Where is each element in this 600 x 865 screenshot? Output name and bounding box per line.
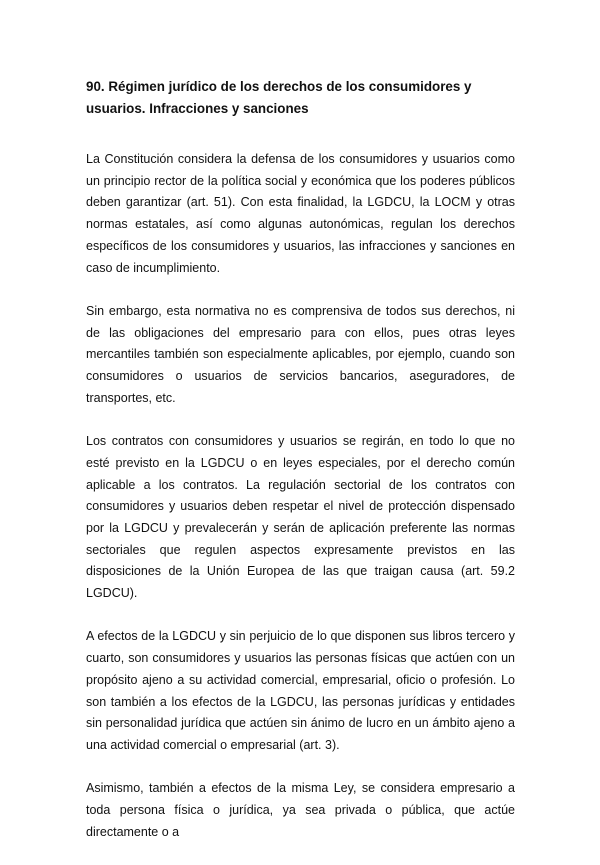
paragraph-asimismo: Asimismo, también a efectos de la misma Ley, se considera empresario a toda persona física o jurídica, ya sea privada o pública, que actúe directamente o a bbox=[86, 781, 515, 839]
paragraph-sin-embargo: Sin embargo, esta normativa no es comprensiva de todos sus derechos, ni de las obligaciones del empresario para con ellos, pues otras leyes mercantiles también son especialmente aplicables, por ejemplo, cuando son consumidores o usuarios de servicios bancarios, aseguradores, de transportes, etc. bbox=[86, 303, 515, 405]
paragraph-efectos: A efectos de la LGDCU y sin perjuicio de lo que disponen sus libros tercero y cuarto, son consumidores y usuarios las personas físicas que actúen con un propósito ajeno a su actividad comercial, empresarial, oficio o profesión. Lo son también a los efectos de la LGDCU, las personas jurídicas y entidades sin personalidad jurídica que actúen sin ánimo de lucro en un ámbito ajeno a una actividad comercial o empresarial (art. 3). bbox=[86, 629, 515, 752]
paragraph-constitucion: La Constitución considera la defensa de los consumidores y usuarios como un principio rector de la política social y económica que los poderes públicos deben garantizar (art. 51). Con esta finalidad, la LGDCU, la LOCM y otras normas estatales, así como algunas autonómicas, regulan los derechos específicos de los consumidores y usuarios, las infracciones y sanciones en caso de incumplimiento. bbox=[86, 152, 515, 275]
document-page bbox=[86, 76, 515, 865]
section-title: 90. Régimen jurídico de los derechos de los consumidores y usuarios. Infracciones y sanciones bbox=[86, 79, 472, 116]
paragraph-contratos: Los contratos con consumidores y usuarios se regirán, en todo lo que no esté previsto en la LGDCU o en leyes especiales, por el derecho común aplicable a los contratos. La regulación sectorial de los contratos con consumidores y usuarios deben respetar el nivel de protección dispensado por la LGDCU y prevalecerán y serán de aplicación preferente las normas sectoriales que regulen aspectos expresamente previstos en las disposiciones de la Unión Europea de las que traigan causa (art. 59.2 LGDCU). bbox=[86, 434, 515, 601]
